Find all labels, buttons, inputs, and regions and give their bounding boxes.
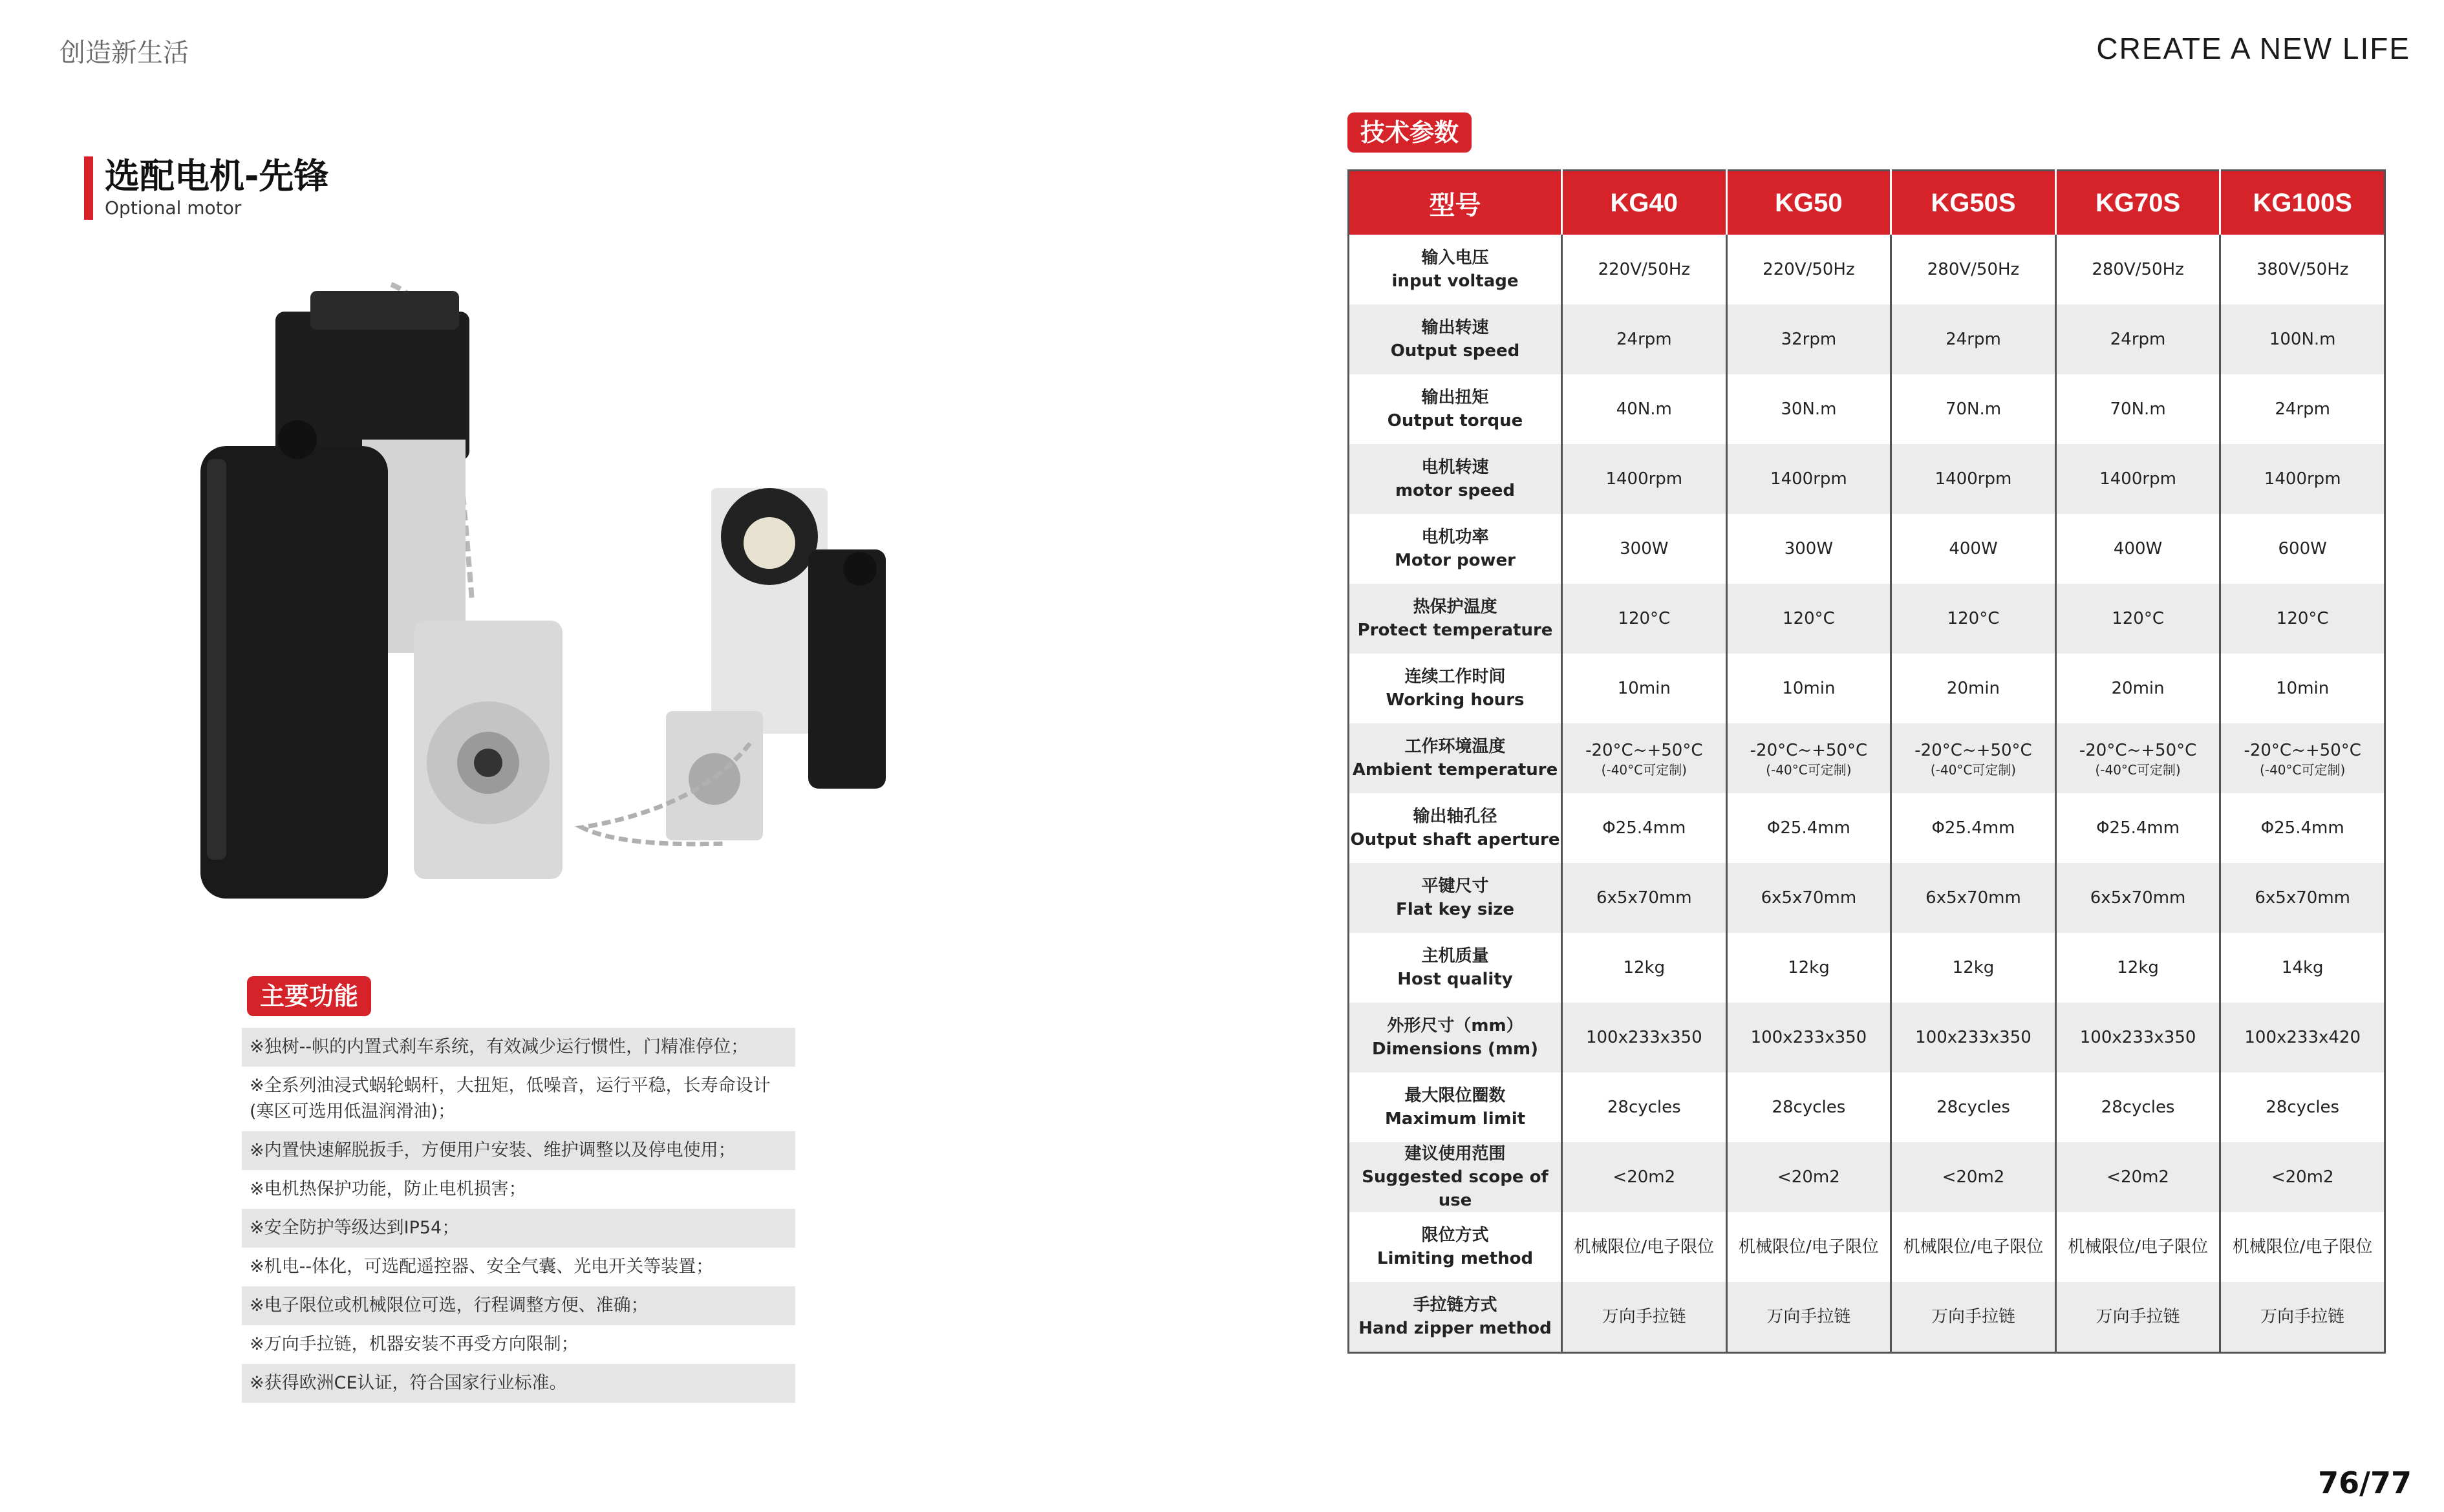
spec-value bbox=[1726, 1212, 1891, 1282]
spec-value-text: 32rpm bbox=[1781, 330, 1837, 349]
spec-value-text: 100x233x420 bbox=[2244, 1028, 2361, 1047]
spec-label-en: Dimensions (mm) bbox=[1372, 1039, 1538, 1059]
spec-value bbox=[2055, 444, 2220, 514]
spec-value bbox=[2220, 444, 2385, 514]
spec-value bbox=[2055, 723, 2220, 793]
spec-label bbox=[1349, 1142, 1562, 1212]
motor-large-image bbox=[200, 284, 563, 899]
spec-value bbox=[1891, 933, 2056, 1003]
spec-value-text: 100x233x350 bbox=[1915, 1028, 2031, 1047]
spec-value-text: Φ25.4mm bbox=[1931, 818, 2015, 838]
spec-value bbox=[2055, 514, 2220, 584]
spec-value-text: 12kg bbox=[1623, 958, 1666, 977]
spec-value bbox=[2220, 374, 2385, 444]
spec-value-text: 100x233x350 bbox=[2079, 1028, 2196, 1047]
spec-value-text: 万向手拉链 bbox=[1931, 1307, 2015, 1326]
spec-value bbox=[1726, 933, 1891, 1003]
spec-row bbox=[1349, 584, 2385, 654]
spec-value-text: 机械限位/电子限位 bbox=[1739, 1237, 1879, 1257]
spec-label-en: Output shaft aperture bbox=[1350, 830, 1560, 849]
spec-value-text: 100x233x350 bbox=[1585, 1028, 1702, 1047]
spec-value bbox=[1726, 723, 1891, 793]
spec-value-text: 28cycles bbox=[2266, 1098, 2340, 1117]
spec-value-text: <20m2 bbox=[2106, 1167, 2169, 1187]
spec-value-text: 120°C bbox=[2112, 609, 2164, 628]
spec-label-cn: 连续工作时间 bbox=[1404, 667, 1506, 687]
spec-value-text: 28cycles bbox=[1607, 1098, 1681, 1117]
spec-value bbox=[2220, 1142, 2385, 1212]
spec-row bbox=[1349, 1142, 2385, 1212]
spec-value-text: 1400rpm bbox=[1935, 469, 2012, 489]
section-title bbox=[84, 156, 328, 220]
spec-value-text: 机械限位/电子限位 bbox=[1903, 1237, 2044, 1257]
page-number: 76/77 bbox=[2318, 1465, 2412, 1500]
spec-value-text: <20m2 bbox=[2271, 1167, 2334, 1187]
spec-label bbox=[1349, 723, 1562, 793]
spec-row bbox=[1349, 1282, 2385, 1353]
spec-value-note: (-40°C可定制) bbox=[1601, 762, 1687, 778]
spec-label-cn: 输出转速 bbox=[1421, 318, 1489, 337]
spec-value bbox=[1562, 514, 1727, 584]
spec-label bbox=[1349, 1072, 1562, 1142]
spec-value-text: 1400rpm bbox=[2264, 469, 2341, 489]
spec-value bbox=[1562, 1142, 1727, 1212]
spec-value-text: 400W bbox=[2113, 539, 2163, 559]
spec-value bbox=[1726, 304, 1891, 374]
spec-value-text: 万向手拉链 bbox=[1602, 1307, 1686, 1326]
spec-label bbox=[1349, 1282, 1562, 1353]
spec-value-text: 600W bbox=[2278, 539, 2327, 559]
spec-row bbox=[1349, 863, 2385, 933]
spec-value-text: 120°C bbox=[1947, 609, 2000, 628]
spec-value-text: 24rpm bbox=[2275, 399, 2330, 419]
spec-value bbox=[1891, 1003, 2056, 1072]
spec-value bbox=[2055, 235, 2220, 304]
spec-label bbox=[1349, 304, 1562, 374]
spec-value-text: <20m2 bbox=[1613, 1167, 1676, 1187]
spec-value bbox=[1891, 1142, 2056, 1212]
header-model: KG70S bbox=[2055, 171, 2220, 235]
spec-row bbox=[1349, 444, 2385, 514]
product-photos bbox=[168, 265, 1009, 924]
header-model: KG50 bbox=[1726, 171, 1891, 235]
features-list bbox=[242, 1028, 795, 1403]
spec-value-note: (-40°C可定制) bbox=[2260, 762, 2346, 778]
spec-value bbox=[1562, 793, 1727, 863]
spec-label bbox=[1349, 374, 1562, 444]
spec-value-text: 24rpm bbox=[1616, 330, 1672, 349]
spec-value bbox=[2055, 863, 2220, 933]
feature-item: ※万向手拉链，机器安装不再受方向限制； bbox=[250, 1334, 579, 1354]
spec-label-cn: 限位方式 bbox=[1421, 1226, 1489, 1245]
spec-value-text: 10min bbox=[1782, 679, 1836, 698]
spec-value bbox=[2220, 304, 2385, 374]
feature-item: ※电子限位或机械限位可选，行程调整方便、准确； bbox=[242, 1286, 795, 1325]
spec-value bbox=[2220, 1003, 2385, 1072]
spec-value-text: 10min bbox=[1617, 679, 1671, 698]
spec-value bbox=[2055, 1142, 2220, 1212]
spec-value-text: 28cycles bbox=[2101, 1098, 2175, 1117]
spec-value-text: -20°C~+50°C bbox=[1750, 741, 1868, 760]
spec-value-text: 机械限位/电子限位 bbox=[1574, 1237, 1715, 1257]
spec-label-cn: 平键尺寸 bbox=[1421, 877, 1489, 896]
spec-label-cn: 建议使用范围 bbox=[1404, 1144, 1506, 1164]
spec-value-text: 400W bbox=[1949, 539, 1998, 559]
spec-label bbox=[1349, 584, 1562, 654]
spec-value bbox=[1891, 1072, 2056, 1142]
spec-value-text: 12kg bbox=[1952, 958, 1995, 977]
spec-value bbox=[1726, 514, 1891, 584]
spec-value bbox=[1562, 863, 1727, 933]
spec-value bbox=[1891, 793, 2056, 863]
spec-value-text: 12kg bbox=[1788, 958, 1830, 977]
spec-value bbox=[1891, 514, 2056, 584]
spec-value bbox=[1891, 863, 2056, 933]
spec-value-text: 28cycles bbox=[1772, 1098, 1846, 1117]
spec-value-text: 20min bbox=[1946, 679, 2000, 698]
spec-value bbox=[2220, 1072, 2385, 1142]
spec-label-en: Maximum limit bbox=[1384, 1109, 1526, 1129]
spec-value bbox=[1726, 444, 1891, 514]
feature-item: ※获得欧洲CE认证，符合国家行业标准。 bbox=[242, 1364, 795, 1403]
spec-value-text: 机械限位/电子限位 bbox=[2068, 1237, 2208, 1257]
spec-label-en: motor speed bbox=[1395, 481, 1516, 500]
spec-label-en: Protect temperature bbox=[1357, 621, 1553, 640]
spec-value-text: 14kg bbox=[2281, 958, 2324, 977]
spec-value bbox=[1891, 374, 2056, 444]
spec-value bbox=[1726, 1072, 1891, 1142]
spec-value-text: 100x233x350 bbox=[1750, 1028, 1867, 1047]
spec-label bbox=[1349, 1003, 1562, 1072]
spec-value-text: 6x5x70mm bbox=[1761, 888, 1857, 908]
spec-value-note: (-40°C可定制) bbox=[1930, 762, 2017, 778]
spec-row bbox=[1349, 1003, 2385, 1072]
spec-value bbox=[1726, 793, 1891, 863]
spec-value-text: 70N.m bbox=[1945, 399, 2002, 419]
spec-label-cn: 输出扭矩 bbox=[1421, 388, 1489, 407]
spec-value bbox=[1891, 235, 2056, 304]
spec-value bbox=[1562, 1072, 1727, 1142]
spec-value-text: 24rpm bbox=[1946, 330, 2001, 349]
spec-value-text: 机械限位/电子限位 bbox=[2232, 1237, 2373, 1257]
spec-value-text: 220V/50Hz bbox=[1763, 260, 1855, 279]
spec-value bbox=[1726, 1003, 1891, 1072]
spec-label-cn: 输出轴孔径 bbox=[1413, 807, 1497, 826]
spec-value-text: 1400rpm bbox=[1770, 469, 1847, 489]
spec-row bbox=[1349, 235, 2385, 304]
spec-value-note: (-40°C可定制) bbox=[1766, 762, 1852, 778]
spec-value-text: -20°C~+50°C bbox=[2079, 741, 2197, 760]
spec-value bbox=[1891, 1212, 2056, 1282]
spec-row bbox=[1349, 933, 2385, 1003]
spec-value bbox=[1726, 374, 1891, 444]
spec-value-text: 6x5x70mm bbox=[1925, 888, 2021, 908]
motor-small-image bbox=[582, 488, 886, 844]
spec-value bbox=[2220, 235, 2385, 304]
spec-value bbox=[2055, 374, 2220, 444]
spec-label-en: Motor power bbox=[1395, 551, 1516, 570]
spec-value-text: 120°C bbox=[2276, 609, 2329, 628]
spec-value-text: 24rpm bbox=[2110, 330, 2166, 349]
spec-value-text: 10min bbox=[2276, 679, 2330, 698]
features-tag: 主要功能 bbox=[247, 976, 371, 1016]
spec-value-text: Φ25.4mm bbox=[1602, 818, 1686, 838]
spec-header-row bbox=[1349, 171, 2385, 235]
spec-label bbox=[1349, 235, 1562, 304]
spec-value bbox=[2055, 1003, 2220, 1072]
spec-value bbox=[2055, 793, 2220, 863]
spec-value-text: -20°C~+50°C bbox=[1914, 741, 2032, 760]
spec-label-cn: 最大限位圈数 bbox=[1404, 1086, 1506, 1105]
spec-value bbox=[2220, 1282, 2385, 1353]
spec-value bbox=[2055, 1282, 2220, 1353]
spec-value bbox=[1562, 933, 1727, 1003]
spec-value bbox=[1562, 654, 1727, 723]
spec-label bbox=[1349, 933, 1562, 1003]
spec-value-text: 30N.m bbox=[1781, 399, 1837, 419]
spec-value bbox=[2055, 933, 2220, 1003]
spec-row bbox=[1349, 374, 2385, 444]
spec-value-text: 40N.m bbox=[1616, 399, 1672, 419]
spec-value bbox=[2220, 723, 2385, 793]
spec-table bbox=[1347, 169, 2386, 1354]
spec-row bbox=[1349, 723, 2385, 793]
spec-value bbox=[2220, 1212, 2385, 1282]
spec-value bbox=[1891, 304, 2056, 374]
spec-value bbox=[2055, 304, 2220, 374]
spec-value-text: 28cycles bbox=[1936, 1098, 2010, 1117]
spec-label-en: Ambient temperature bbox=[1352, 760, 1558, 780]
spec-value bbox=[1891, 654, 2056, 723]
spec-value bbox=[2220, 654, 2385, 723]
spec-value-text: <20m2 bbox=[1942, 1167, 2005, 1187]
spec-row bbox=[1349, 654, 2385, 723]
spec-value bbox=[1562, 304, 1727, 374]
spec-label-en: Suggested scope of use bbox=[1362, 1167, 1549, 1210]
spec-value bbox=[1562, 1003, 1727, 1072]
spec-label-en: Flat key size bbox=[1395, 900, 1515, 919]
spec-label bbox=[1349, 514, 1562, 584]
spec-label bbox=[1349, 793, 1562, 863]
spec-value-text: Φ25.4mm bbox=[2096, 818, 2180, 838]
feature-item: ※内置快速解脱扳手，方便用户安装、维护调整以及停电使用； bbox=[242, 1131, 795, 1170]
spec-value-text: 70N.m bbox=[2110, 399, 2166, 419]
spec-value-text: 300W bbox=[1784, 539, 1834, 559]
header-slogan-cn: 创造新生活 bbox=[59, 38, 189, 68]
spec-value-text: Φ25.4mm bbox=[2260, 818, 2344, 838]
spec-label-cn: 电机转速 bbox=[1421, 458, 1489, 477]
spec-row bbox=[1349, 1212, 2385, 1282]
spec-value bbox=[1562, 374, 1727, 444]
spec-label-en: input voltage bbox=[1391, 272, 1519, 291]
spec-value bbox=[1562, 584, 1727, 654]
spec-value-text: Φ25.4mm bbox=[1766, 818, 1850, 838]
spec-value bbox=[1726, 863, 1891, 933]
spec-value bbox=[2220, 793, 2385, 863]
spec-value-text: 6x5x70mm bbox=[1596, 888, 1692, 908]
feature-item: ※全系列油浸式蜗轮蜗杆，大扭矩，低噪音，运行平稳，长寿命设计(寒区可选用低温润滑油)； bbox=[250, 1076, 771, 1122]
spec-label-cn: 输入电压 bbox=[1421, 248, 1489, 268]
spec-value-text: 280V/50Hz bbox=[1927, 260, 2020, 279]
spec-label-en: Output torque bbox=[1387, 411, 1523, 431]
spec-value-text: 万向手拉链 bbox=[2096, 1307, 2180, 1326]
feature-item: ※独树--帜的内置式刹车系统，有效减少运行惯性，门精准停位； bbox=[242, 1028, 795, 1067]
spec-value-text: 12kg bbox=[2117, 958, 2159, 977]
spec-value bbox=[1726, 584, 1891, 654]
feature-item: ※机电--体化，可选配遥控器、安全气囊、光电开关等装置； bbox=[250, 1257, 714, 1277]
spec-label-en: Output speed bbox=[1390, 341, 1520, 361]
spec-label bbox=[1349, 1212, 1562, 1282]
spec-value-text: 1400rpm bbox=[1605, 469, 1683, 489]
spec-row bbox=[1349, 514, 2385, 584]
header-model: KG40 bbox=[1562, 171, 1727, 235]
spec-value-text: <20m2 bbox=[1777, 1167, 1840, 1187]
spec-value bbox=[2220, 514, 2385, 584]
spec-label bbox=[1349, 444, 1562, 514]
spec-value bbox=[1726, 1142, 1891, 1212]
spec-value bbox=[2055, 1212, 2220, 1282]
spec-label-cn: 电机功率 bbox=[1421, 527, 1489, 547]
header-slogan-en: CREATE A NEW LIFE bbox=[2096, 32, 2410, 65]
spec-value bbox=[1891, 1282, 2056, 1353]
spec-value bbox=[2220, 584, 2385, 654]
spec-value-text: 1400rpm bbox=[2099, 469, 2176, 489]
spec-value-text: 万向手拉链 bbox=[2260, 1307, 2345, 1326]
spec-value-text: 6x5x70mm bbox=[2090, 888, 2186, 908]
spec-value-text: -20°C~+50°C bbox=[1585, 741, 1703, 760]
spec-value bbox=[1726, 235, 1891, 304]
spec-value-text: 380V/50Hz bbox=[2256, 260, 2349, 279]
spec-label-cn: 手拉链方式 bbox=[1413, 1295, 1497, 1315]
spec-value-text: 万向手拉链 bbox=[1766, 1307, 1851, 1326]
header-model-label: 型号 bbox=[1349, 171, 1562, 235]
spec-label-en: Working hours bbox=[1386, 690, 1525, 710]
spec-value bbox=[1891, 584, 2056, 654]
spec-value-text: -20°C~+50°C bbox=[2244, 741, 2361, 760]
spec-value bbox=[1562, 1282, 1727, 1353]
spec-label-en: Hand zipper method bbox=[1358, 1319, 1552, 1338]
spec-value bbox=[1562, 444, 1727, 514]
spec-value-text: 120°C bbox=[1783, 609, 1835, 628]
spec-value-text: 100N.m bbox=[2269, 330, 2336, 349]
spec-value-text: 280V/50Hz bbox=[2092, 260, 2184, 279]
spec-label-en: Limiting method bbox=[1377, 1249, 1534, 1268]
spec-label bbox=[1349, 654, 1562, 723]
spec-row bbox=[1349, 1072, 2385, 1142]
spec-label-cn: 外形尺寸（mm） bbox=[1387, 1016, 1523, 1036]
section-title-en: Optional motor bbox=[105, 197, 242, 218]
spec-label bbox=[1349, 863, 1562, 933]
spec-value bbox=[2055, 1072, 2220, 1142]
spec-value-text: 20min bbox=[2111, 679, 2165, 698]
spec-value-text: 120°C bbox=[1618, 609, 1671, 628]
feature-item: ※电机热保护功能，防止电机损害； bbox=[250, 1179, 526, 1199]
spec-label-cn: 热保护温度 bbox=[1413, 597, 1497, 617]
header-model: KG50S bbox=[1891, 171, 2056, 235]
spec-row bbox=[1349, 304, 2385, 374]
spec-value bbox=[2220, 863, 2385, 933]
spec-value-text: 300W bbox=[1620, 539, 1669, 559]
spec-value bbox=[1726, 654, 1891, 723]
spec-value bbox=[2055, 584, 2220, 654]
spec-value-text: 6x5x70mm bbox=[2255, 888, 2350, 908]
spec-value-note: (-40°C可定制) bbox=[2095, 762, 2181, 778]
spec-value-text: 220V/50Hz bbox=[1598, 260, 1691, 279]
spec-value bbox=[1891, 444, 2056, 514]
spec-value bbox=[1891, 723, 2056, 793]
spec-label-cn: 工作环境温度 bbox=[1404, 737, 1506, 756]
feature-item: ※安全防护等级达到IP54； bbox=[242, 1209, 795, 1248]
section-title-cn: 选配电机-先锋 bbox=[105, 156, 329, 197]
spec-value bbox=[1726, 1282, 1891, 1353]
spec-value bbox=[1562, 1212, 1727, 1282]
spec-value bbox=[2220, 933, 2385, 1003]
spec-value bbox=[2055, 654, 2220, 723]
header-model: KG100S bbox=[2220, 171, 2385, 235]
specs-tag: 技术参数 bbox=[1347, 112, 1472, 153]
spec-row bbox=[1349, 793, 2385, 863]
spec-value bbox=[1562, 723, 1727, 793]
spec-label-en: Host quality bbox=[1397, 970, 1513, 989]
spec-value bbox=[1562, 235, 1727, 304]
spec-label-cn: 主机质量 bbox=[1421, 946, 1489, 966]
